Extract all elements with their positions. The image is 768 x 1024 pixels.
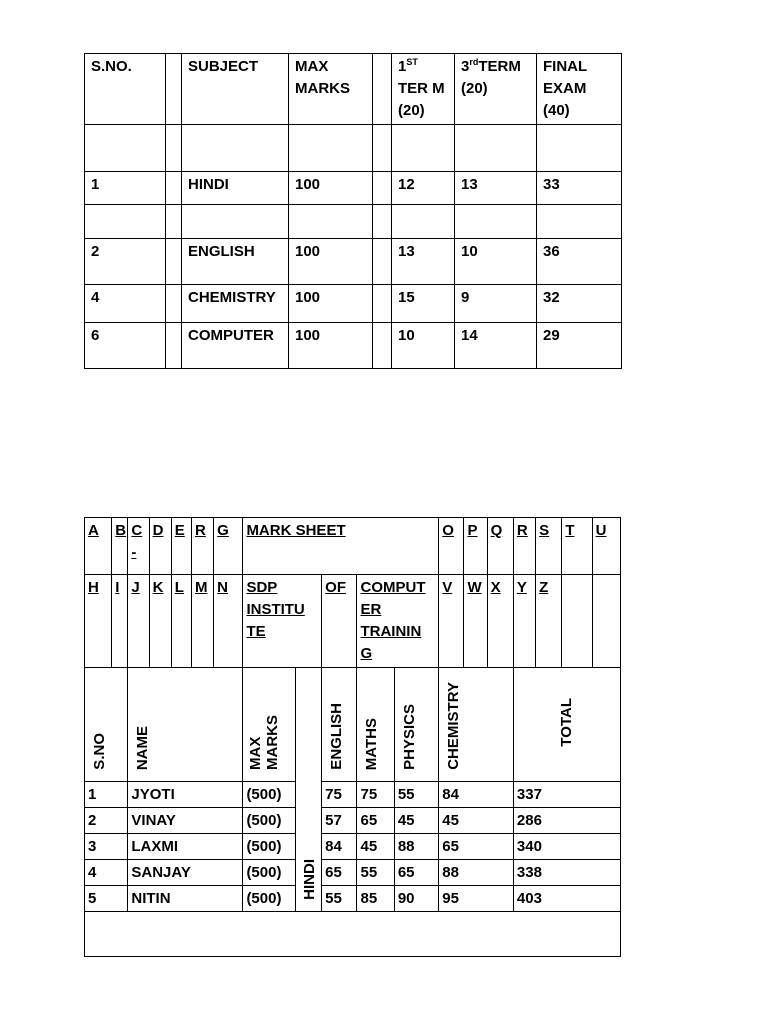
student-max: (500) xyxy=(243,834,295,860)
student-name: LAXMI xyxy=(128,834,243,860)
letter-cell: I xyxy=(112,575,128,668)
header-name: NAME xyxy=(134,725,152,770)
student-total: 340 xyxy=(513,834,620,860)
row-max: 100 xyxy=(289,285,373,323)
letter-cell: M xyxy=(191,575,213,668)
empty-cell xyxy=(373,54,392,125)
letters-row-2 xyxy=(85,575,621,668)
header-name-cell xyxy=(128,668,243,782)
letter-cell: K xyxy=(149,575,171,668)
student-name: NITIN xyxy=(128,886,243,912)
student-name: VINAY xyxy=(128,808,243,834)
row-final: 33 xyxy=(537,172,622,205)
empty-cell xyxy=(166,125,182,172)
bottom-blank-row xyxy=(85,912,621,957)
student-chemistry: 45 xyxy=(439,808,514,834)
letter-cell: B xyxy=(112,518,128,575)
empty-cell xyxy=(166,323,182,369)
row-subject: CHEMISTRY xyxy=(182,285,289,323)
letter-cell xyxy=(128,518,149,575)
table-row xyxy=(85,886,621,912)
row-term1: 15 xyxy=(392,285,455,323)
empty-cell xyxy=(166,239,182,285)
table-row xyxy=(85,782,621,808)
letter-cell: T xyxy=(562,518,592,575)
student-english: 55 xyxy=(322,886,357,912)
empty-cell xyxy=(166,205,182,239)
header-sno: S.NO. xyxy=(85,54,166,125)
header-maths: MATHS xyxy=(363,717,381,770)
third-term-rest: TERM (20) xyxy=(461,58,521,97)
of-label: OF xyxy=(322,575,357,668)
header-chemistry-cell xyxy=(439,668,514,782)
letter-cell: H xyxy=(85,575,112,668)
header-max-line2: MARKS xyxy=(264,715,282,770)
empty-cell xyxy=(85,125,166,172)
empty-cell xyxy=(373,323,392,369)
empty-cell xyxy=(182,205,289,239)
header-hindi: HINDI xyxy=(300,859,318,900)
row-max: 100 xyxy=(289,323,373,369)
letter-cell: O xyxy=(439,518,464,575)
letter-cell: E xyxy=(171,518,191,575)
row-subject: COMPUTER xyxy=(182,323,289,369)
letters-row-1 xyxy=(85,518,621,575)
letter-cell: S xyxy=(536,518,562,575)
letter-cell: Y xyxy=(513,575,535,668)
row-sno: 1 xyxy=(85,172,166,205)
row-term3: 13 xyxy=(455,172,537,205)
student-chemistry: 65 xyxy=(439,834,514,860)
student-maths: 55 xyxy=(357,860,394,886)
letter-cell: Q xyxy=(487,518,513,575)
student-maths: 65 xyxy=(357,808,394,834)
header-maths-cell xyxy=(357,668,394,782)
first-term-rest: TER M (20) xyxy=(398,80,445,119)
student-physics: 55 xyxy=(394,782,438,808)
first-term-sup: ST xyxy=(406,57,418,67)
student-chemistry: 95 xyxy=(439,886,514,912)
student-physics: 90 xyxy=(394,886,438,912)
empty-cell xyxy=(537,125,622,172)
letter-cell: W xyxy=(464,575,487,668)
empty-cell xyxy=(373,205,392,239)
empty-cell xyxy=(373,285,392,323)
row-term1: 12 xyxy=(392,172,455,205)
student-name: JYOTI xyxy=(128,782,243,808)
empty-cell xyxy=(166,172,182,205)
mark-sheet-title: MARK SHEET xyxy=(243,518,439,575)
header-max-cell xyxy=(243,668,295,782)
student-max: (500) xyxy=(243,860,295,886)
third-term-number: 3 xyxy=(461,58,470,75)
student-max: (500) xyxy=(243,886,295,912)
letter-cell: L xyxy=(171,575,191,668)
student-physics: 45 xyxy=(394,808,438,834)
row-sno: 6 xyxy=(85,323,166,369)
empty-cell xyxy=(392,125,455,172)
empty-cell xyxy=(373,239,392,285)
table1-blank-row xyxy=(85,205,622,239)
row-sno: 2 xyxy=(85,239,166,285)
empty-cell xyxy=(166,285,182,323)
student-name: SANJAY xyxy=(128,860,243,886)
subject-marks-table xyxy=(84,53,622,369)
header-total: TOTAL xyxy=(557,698,575,747)
student-chemistry: 88 xyxy=(439,860,514,886)
student-total: 403 xyxy=(513,886,620,912)
letter-cell: D xyxy=(149,518,171,575)
student-maths: 45 xyxy=(357,834,394,860)
header-subject: SUBJECT xyxy=(182,54,289,125)
table1-blank-row xyxy=(85,125,622,172)
student-physics: 65 xyxy=(394,860,438,886)
student-total: 286 xyxy=(513,808,620,834)
letter-cell: R xyxy=(191,518,213,575)
row-max: 100 xyxy=(289,239,373,285)
header-max-marks xyxy=(247,715,281,770)
header-max-marks: MAX MARKS xyxy=(289,54,373,125)
letter-cell: P xyxy=(464,518,487,575)
table-row xyxy=(85,172,622,205)
row-subject: ENGLISH xyxy=(182,239,289,285)
row-term3: 10 xyxy=(455,239,537,285)
student-sno: 3 xyxy=(85,834,128,860)
student-sno: 5 xyxy=(85,886,128,912)
header-physics: PHYSICS xyxy=(400,704,418,770)
student-total: 338 xyxy=(513,860,620,886)
student-english: 65 xyxy=(322,860,357,886)
table-row xyxy=(85,285,622,323)
header-total-cell xyxy=(513,668,620,782)
empty-cell xyxy=(85,912,621,957)
student-total: 337 xyxy=(513,782,620,808)
row-final: 36 xyxy=(537,239,622,285)
header-final-exam: FINAL EXAM (40) xyxy=(537,54,622,125)
header-physics-cell xyxy=(394,668,438,782)
hindi-column xyxy=(295,668,321,912)
letter-c-mark: - xyxy=(131,544,137,561)
letter-cell: A xyxy=(85,518,112,575)
sdp-institute: SDP INSTITU TE xyxy=(243,575,322,668)
empty-cell xyxy=(592,575,620,668)
table-row xyxy=(85,860,621,886)
row-term3: 14 xyxy=(455,323,537,369)
header-chemistry: CHEMISTRY xyxy=(445,682,463,770)
empty-cell xyxy=(166,54,182,125)
letter-cell: R xyxy=(513,518,535,575)
empty-cell xyxy=(289,125,373,172)
first-term-number: 1 xyxy=(398,58,407,75)
row-term3: 9 xyxy=(455,285,537,323)
student-english: 84 xyxy=(322,834,357,860)
header-english-cell xyxy=(322,668,357,782)
student-max: (500) xyxy=(243,808,295,834)
letter-cell: Z xyxy=(536,575,562,668)
row-final: 32 xyxy=(537,285,622,323)
row-subject: HINDI xyxy=(182,172,289,205)
student-chemistry: 84 xyxy=(439,782,514,808)
header-first-term xyxy=(392,54,455,125)
table1-header-row xyxy=(85,54,622,125)
header-english: ENGLISH xyxy=(328,703,346,770)
row-term1: 13 xyxy=(392,239,455,285)
header-max-line1: MAX xyxy=(247,736,265,770)
empty-cell xyxy=(537,205,622,239)
student-sno: 4 xyxy=(85,860,128,886)
letter-c: C xyxy=(131,522,143,539)
empty-cell xyxy=(373,172,392,205)
letter-cell: J xyxy=(128,575,149,668)
empty-cell xyxy=(289,205,373,239)
row-sno: 4 xyxy=(85,285,166,323)
table-row xyxy=(85,808,621,834)
table-row xyxy=(85,239,622,285)
student-physics: 88 xyxy=(394,834,438,860)
student-maths: 75 xyxy=(357,782,394,808)
student-sno: 1 xyxy=(85,782,128,808)
letter-cell: N xyxy=(214,575,243,668)
header-third-term xyxy=(455,54,537,125)
row-max: 100 xyxy=(289,172,373,205)
computer-training: COMPUT ER TRAININ G xyxy=(357,575,439,668)
header-sno-cell xyxy=(85,668,128,782)
empty-cell xyxy=(373,125,392,172)
table-row xyxy=(85,834,621,860)
table-row xyxy=(85,323,622,369)
letter-cell: G xyxy=(214,518,243,575)
empty-cell xyxy=(562,575,592,668)
row-final: 29 xyxy=(537,323,622,369)
empty-cell xyxy=(392,205,455,239)
letter-cell: V xyxy=(439,575,464,668)
letter-cell: U xyxy=(592,518,620,575)
empty-cell xyxy=(455,125,537,172)
letter-cell: X xyxy=(487,575,513,668)
student-english: 57 xyxy=(322,808,357,834)
third-term-sup: rd xyxy=(469,57,479,67)
empty-cell xyxy=(455,205,537,239)
student-english: 75 xyxy=(322,782,357,808)
header-sno: S.NO xyxy=(91,733,108,770)
student-sno: 2 xyxy=(85,808,128,834)
student-max: (500) xyxy=(243,782,295,808)
row-term1: 10 xyxy=(392,323,455,369)
student-maths: 85 xyxy=(357,886,394,912)
empty-cell xyxy=(182,125,289,172)
empty-cell xyxy=(85,205,166,239)
mark-sheet-table xyxy=(84,517,621,957)
column-header-row xyxy=(85,668,621,782)
